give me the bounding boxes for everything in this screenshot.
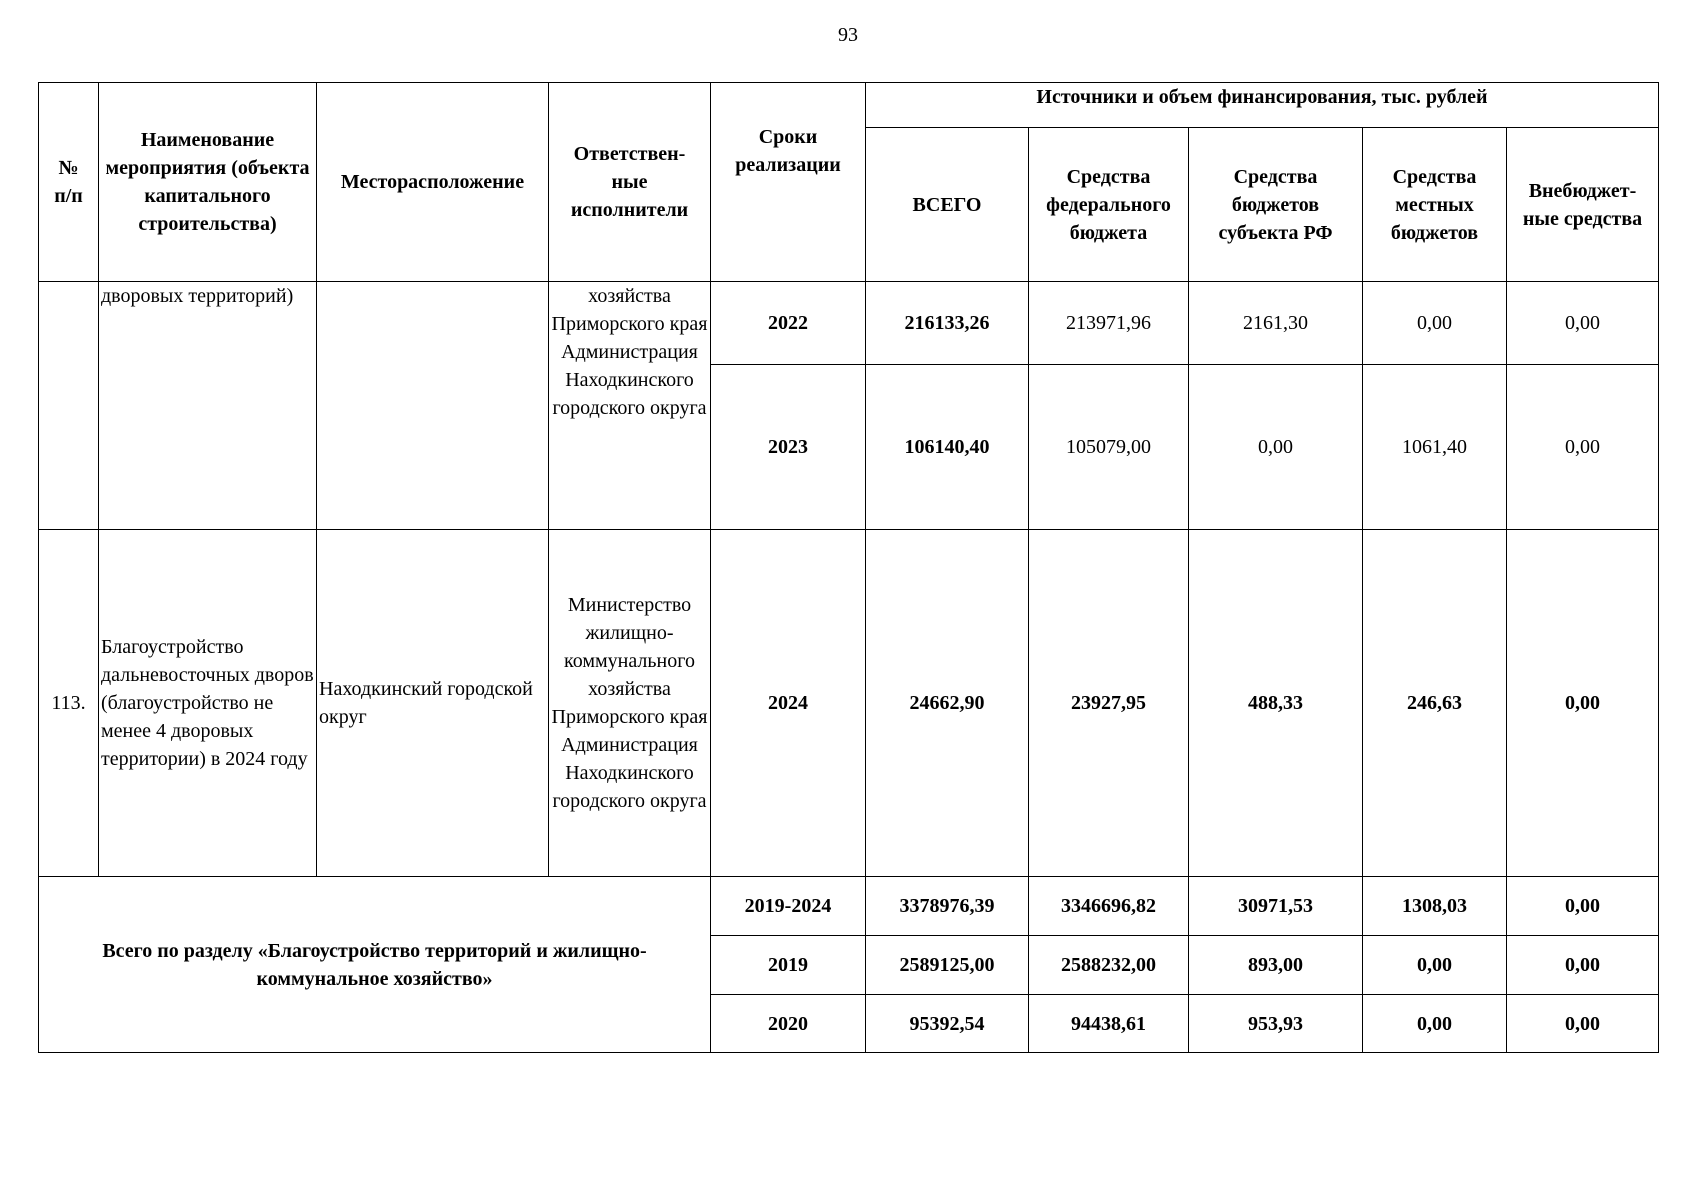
header-federal: Средства федерального бюджета (1029, 128, 1189, 282)
row-extra: 0,00 (1507, 365, 1659, 530)
row-name: Благоустройство дальневосточных дворов (благоустройство не менее 4 дворовых территории) в 2024 году (99, 530, 317, 877)
summary-subject: 953,93 (1189, 995, 1363, 1053)
row-subject: 488,33 (1189, 530, 1363, 877)
row-executors: Министерство жилищно-коммунального хозяйства Приморского края Администрация Находкинского городского округа (549, 530, 711, 877)
summary-total: 95392,54 (866, 995, 1029, 1053)
row-year: 2024 (711, 530, 866, 877)
summary-year: 2019-2024 (711, 877, 866, 936)
row-subject: 2161,30 (1189, 282, 1363, 365)
header-extra: Внебюджет- ные средства (1507, 128, 1659, 282)
summary-row (39, 877, 1659, 936)
row-extra: 0,00 (1507, 530, 1659, 877)
header-total: ВСЕГО (866, 128, 1029, 282)
row-location: Находкинский городской округ (317, 530, 549, 877)
row-extra: 0,00 (1507, 282, 1659, 365)
summary-federal: 94438,61 (1029, 995, 1189, 1053)
summary-local: 0,00 (1363, 936, 1507, 995)
summary-subject: 30971,53 (1189, 877, 1363, 936)
summary-year: 2019 (711, 936, 866, 995)
header-name: Наименование мероприятия (объекта капитального строительства) (99, 83, 317, 282)
row-total: 216133,26 (866, 282, 1029, 365)
header-num: № п/п (39, 83, 99, 282)
summary-federal: 3346696,82 (1029, 877, 1189, 936)
header-executors: Ответствен- ные исполнители (549, 83, 711, 282)
row-subject: 0,00 (1189, 365, 1363, 530)
row-year: 2023 (711, 365, 866, 530)
page-number: 93 (838, 24, 858, 46)
row-total: 24662,90 (866, 530, 1029, 877)
header-location: Месторасположение (317, 83, 549, 282)
summary-total: 3378976,39 (866, 877, 1029, 936)
summary-local: 0,00 (1363, 995, 1507, 1053)
header-sources-group: Источники и объем финансирования, тыс. рублей (866, 83, 1659, 128)
table-row (39, 530, 1659, 877)
row-location (317, 282, 549, 530)
row-num (39, 282, 99, 530)
row-local: 1061,40 (1363, 365, 1507, 530)
row-federal: 213971,96 (1029, 282, 1189, 365)
header-subject: Средства бюджетов субъекта РФ (1189, 128, 1363, 282)
row-name: дворовых территорий) (99, 282, 317, 530)
table-row (39, 282, 1659, 365)
summary-subject: 893,00 (1189, 936, 1363, 995)
row-year: 2022 (711, 282, 866, 365)
row-num: 113. (39, 530, 99, 877)
row-local: 0,00 (1363, 282, 1507, 365)
row-federal: 23927,95 (1029, 530, 1189, 877)
header-terms: Сроки реализации (711, 83, 866, 282)
summary-extra: 0,00 (1507, 995, 1659, 1053)
summary-extra: 0,00 (1507, 877, 1659, 936)
row-local: 246,63 (1363, 530, 1507, 877)
header-local: Средства местных бюджетов (1363, 128, 1507, 282)
row-total: 106140,40 (866, 365, 1029, 530)
header-row-1 (39, 83, 1659, 128)
row-executors: хозяйства Приморского края Администрация Находкинского городского округа (549, 282, 711, 530)
summary-label: Всего по разделу «Благоустройство территорий и жилищно-коммунальное хозяйство» (39, 877, 711, 1053)
summary-total: 2589125,00 (866, 936, 1029, 995)
row-federal: 105079,00 (1029, 365, 1189, 530)
financing-table (38, 82, 1659, 1053)
summary-extra: 0,00 (1507, 936, 1659, 995)
summary-local: 1308,03 (1363, 877, 1507, 936)
summary-year: 2020 (711, 995, 866, 1053)
summary-federal: 2588232,00 (1029, 936, 1189, 995)
